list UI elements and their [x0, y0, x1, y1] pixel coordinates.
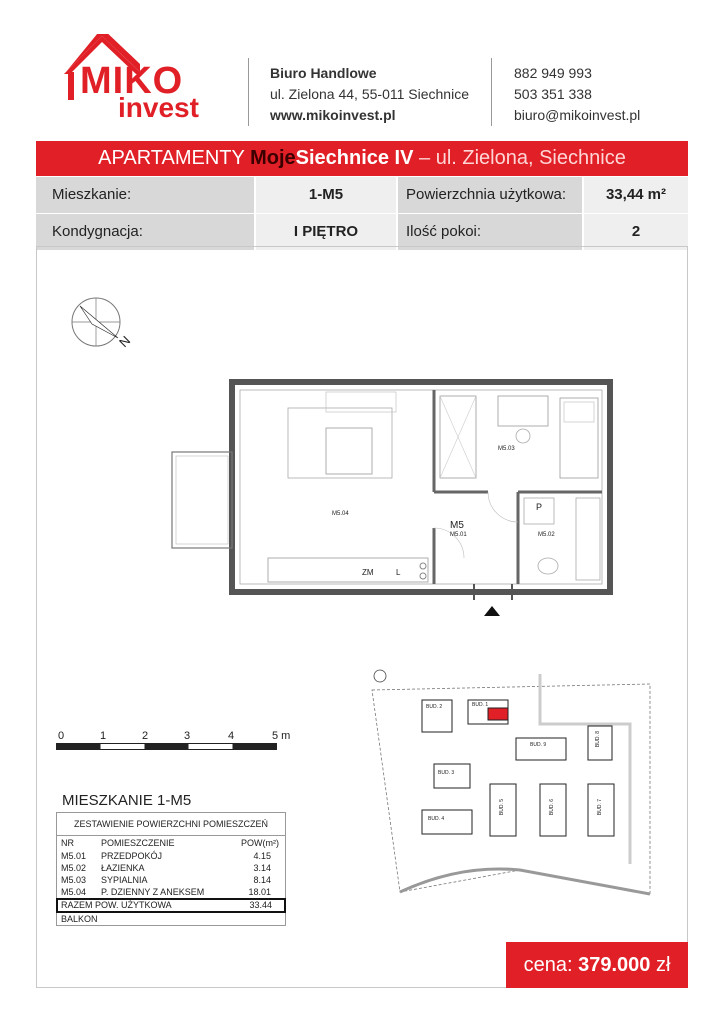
apartment-label: Mieszkanie: [36, 177, 254, 213]
scale-tick-5: 5 m [272, 730, 291, 742]
office-website-link[interactable]: www.mikoinvest.pl [270, 107, 396, 123]
site-bud-7: BUD. 7 [597, 798, 604, 816]
header-divider-2 [491, 58, 492, 126]
contact-info [514, 63, 640, 126]
row-nr: M5.03 [61, 875, 87, 885]
row-nr: M5.02 [61, 863, 87, 873]
title-prefix: APARTAMENTY [98, 147, 251, 169]
col-room: POMIESZCZENIE [101, 838, 175, 848]
label-m503: M5.03 [498, 446, 515, 452]
col-nr: NR [61, 838, 74, 848]
row-area: 4.15 [253, 851, 271, 861]
table-total-row [56, 898, 286, 913]
title-brand-moje: Moje [250, 147, 296, 169]
logo-invest-text: invest [118, 92, 199, 123]
site-bud-4: BUD. 4 [428, 816, 445, 822]
office-info [270, 63, 469, 126]
col-area: POW(m²) [241, 838, 279, 848]
table-row [56, 862, 286, 874]
row-nr: M5.01 [61, 851, 87, 861]
label-m501: M5.01 [450, 532, 467, 538]
floor-value: I PIĘTRO [256, 214, 396, 250]
info-row-floor [36, 214, 688, 250]
scale-tick-3: 3 [184, 730, 191, 742]
phone-1: 882 949 993 [514, 65, 592, 81]
north-label: N [116, 332, 134, 351]
title-brand-siechnice: Siechnice IV [295, 147, 414, 169]
row-name: PRZEDPOKÓJ [101, 851, 163, 861]
row-name: ŁAZIENKA [101, 863, 145, 873]
table-row [56, 850, 286, 862]
row-area: 8.14 [253, 875, 271, 885]
site-bud-2: BUD. 2 [426, 704, 443, 710]
label-m504: M5.04 [332, 511, 349, 517]
site-bud-5: BUD. 5 [499, 798, 506, 816]
label-m502: M5.02 [538, 532, 555, 538]
floor-plan-drawing [168, 378, 618, 618]
header-divider-1 [248, 58, 249, 126]
summary-title: MIESZKANIE 1-M5 [62, 792, 192, 809]
price-value: 379.000 [578, 954, 651, 976]
scale-bar-graphic [56, 743, 282, 751]
site-bud-3: BUD. 3 [438, 770, 455, 776]
total-value: 33.44 [249, 900, 272, 910]
table-row [56, 874, 286, 886]
scale-tick-1: 1 [100, 730, 107, 742]
label-zm: ZM [362, 568, 374, 577]
email-link[interactable]: biuro@mikoinvest.pl [514, 107, 641, 123]
compass [66, 294, 140, 358]
label-l: L [396, 568, 401, 577]
price-badge [506, 942, 688, 988]
price-label: cena: [523, 954, 579, 976]
scale-tick-0: 0 [58, 730, 65, 742]
table-header-row [56, 836, 286, 850]
compass-icon [66, 294, 140, 358]
label-m5: M5 [450, 520, 464, 531]
title-suffix: – ul. Zielona, Siechnice [413, 147, 626, 169]
site-bud-9: BUD. 9 [530, 742, 547, 748]
rooms-value: 2 [584, 214, 688, 250]
floor-plan [168, 378, 618, 618]
scale-bar [56, 730, 306, 758]
scale-tick-4: 4 [228, 730, 235, 742]
balcony-label: BALKON [61, 914, 98, 924]
price-currency: zł [650, 954, 671, 976]
site-plan-drawing [360, 664, 660, 908]
label-p: P [536, 502, 543, 512]
table-row [56, 886, 286, 898]
row-nr: M5.04 [61, 887, 87, 897]
site-plan [360, 664, 660, 908]
info-row-apartment [36, 177, 688, 213]
scale-tick-2: 2 [142, 730, 149, 742]
area-label: Powierzchnia użytkowa: [398, 177, 582, 213]
total-label: RAZEM POW. UŻYTKOWA [61, 900, 172, 910]
rooms-label: Ilość pokoi: [398, 214, 582, 250]
table-balcony-row [56, 913, 286, 926]
title-bar [36, 141, 688, 176]
row-name: SYPIALNIA [101, 875, 148, 885]
floor-label: Kondygnacja: [36, 214, 254, 250]
table-title: ZESTAWIENIE POWIERZCHNI POMIESZCZEŃ [56, 812, 286, 836]
row-name: P. DZIENNY Z ANEKSEM [101, 887, 205, 897]
row-area: 3.14 [253, 863, 271, 873]
site-bud-6: BUD. 6 [549, 798, 556, 816]
site-bud-1: BUD. 1 [472, 702, 489, 708]
row-area: 18.01 [248, 887, 271, 897]
phone-2: 503 351 338 [514, 86, 592, 102]
office-address: ul. Zielona 44, 55-011 Siechnice [270, 86, 469, 102]
miko-invest-logo [62, 34, 232, 124]
apartment-value: 1-M5 [256, 177, 396, 213]
site-bud-8: BUD. 8 [595, 730, 602, 748]
office-title: Biuro Handlowe [270, 65, 377, 81]
rooms-table [56, 812, 286, 926]
logo-miko-text: MIKO [80, 60, 184, 102]
area-value: 33,44 m² [584, 177, 688, 213]
